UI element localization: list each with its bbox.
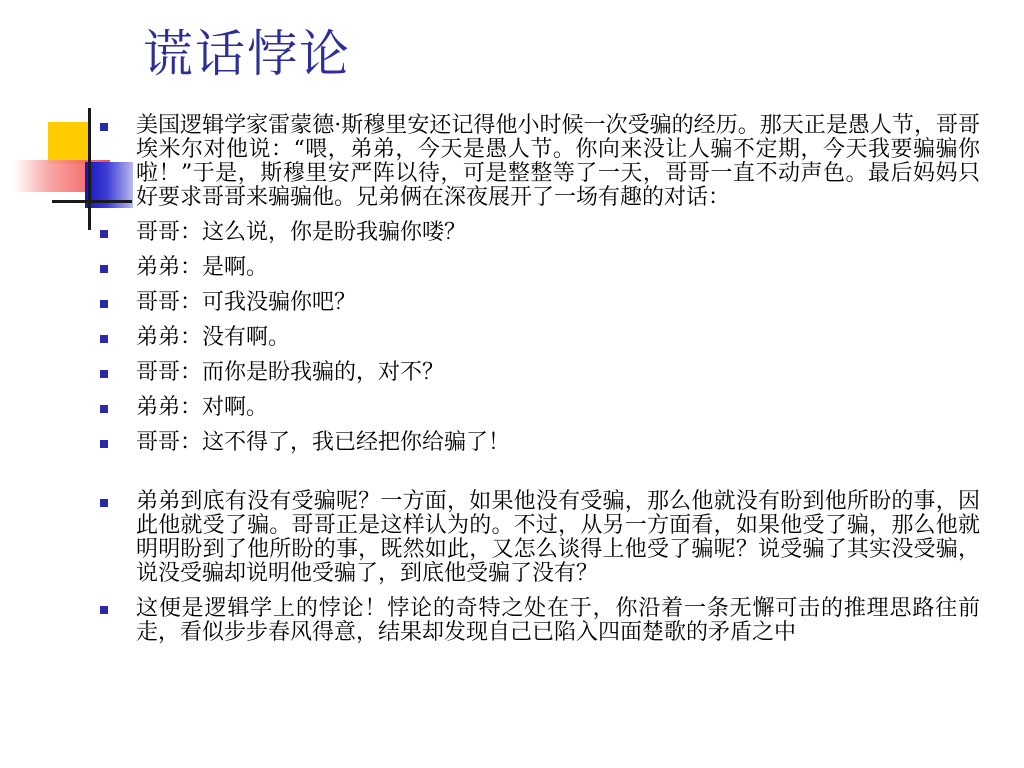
bullet-item-dialogue — [100, 291, 980, 315]
bullet-item-dialogue — [100, 361, 980, 385]
bullet-item-dialogue — [100, 431, 980, 455]
bullet-text: 哥哥：而你是盼我骗的，对不？ — [136, 360, 445, 385]
bullet-text: 美国逻辑学家雷蒙德·斯穆里安还记得他小时候一次受骗的经历。那天正是愚人节，哥哥埃米尔对他说：“喂，弟弟，今天是愚人节。你向来没让人骗不定期，今天我要骗骗你啦！”于是，斯穆里安严阵以待，可是整整等了一天，哥哥一直不动声色。最后妈妈只好要求哥哥来骗骗他。兄弟俩在深夜展开了一场有趣的对话： — [136, 113, 980, 210]
bullet-square-icon — [100, 265, 108, 273]
bullet-square-icon — [100, 123, 108, 131]
bullet-text: 哥哥：这么说，你是盼我骗你喽？ — [136, 220, 467, 245]
bullet-square-icon — [100, 300, 108, 308]
bullet-text: 弟弟：没有啊。 — [136, 325, 291, 350]
bullet-item-dialogue — [100, 396, 980, 420]
bullet-item-conclusion — [100, 597, 980, 645]
bullet-square-icon — [100, 370, 108, 378]
bullet-text: 弟弟：对啊。 — [136, 395, 269, 420]
decorative-yellow-square — [48, 122, 90, 164]
bullet-square-icon — [100, 405, 108, 413]
bullet-text: 这便是逻辑学上的悖论！悖论的奇特之处在于，你沿着一条无懈可击的推理思路往前走，看似步步春风得意，结果却发现自己已陷入四面楚歌的矛盾之中 — [136, 596, 980, 645]
bullet-square-icon — [100, 335, 108, 343]
bullet-item-dialogue — [100, 326, 980, 350]
bullet-item-analysis — [100, 490, 980, 586]
bullet-text: 哥哥：可我没骗你吧？ — [136, 290, 357, 315]
bullet-square-icon — [100, 230, 108, 238]
decorative-vertical-line — [88, 108, 91, 230]
bullet-text: 弟弟到底有没有受骗呢？一方面，如果他没有受骗，那么他就没有盼到他所盼的事，因此他就受了骗。哥哥正是这样认为的。不过，从另一方面看，如果他受了骗，那么他就明明盼到了他所盼的事，既然如此，又怎么谈得上他受了骗呢？说受骗了其实没受骗，说没受骗却说明他受骗了，到底他受骗了没有？ — [136, 489, 980, 586]
bullet-square-icon — [100, 499, 108, 507]
bullet-square-icon — [100, 606, 108, 614]
bullet-item-dialogue — [100, 221, 980, 245]
bullet-text: 弟弟：是啊。 — [136, 255, 269, 280]
slide-title: 谎话悖论 — [143, 25, 351, 83]
bullet-item-dialogue — [100, 256, 980, 280]
bullet-item-story — [100, 114, 980, 210]
bullet-text: 哥哥：这不得了，我已经把你给骗了！ — [136, 430, 511, 455]
bullet-list — [100, 114, 980, 656]
bullet-square-icon — [100, 440, 108, 448]
